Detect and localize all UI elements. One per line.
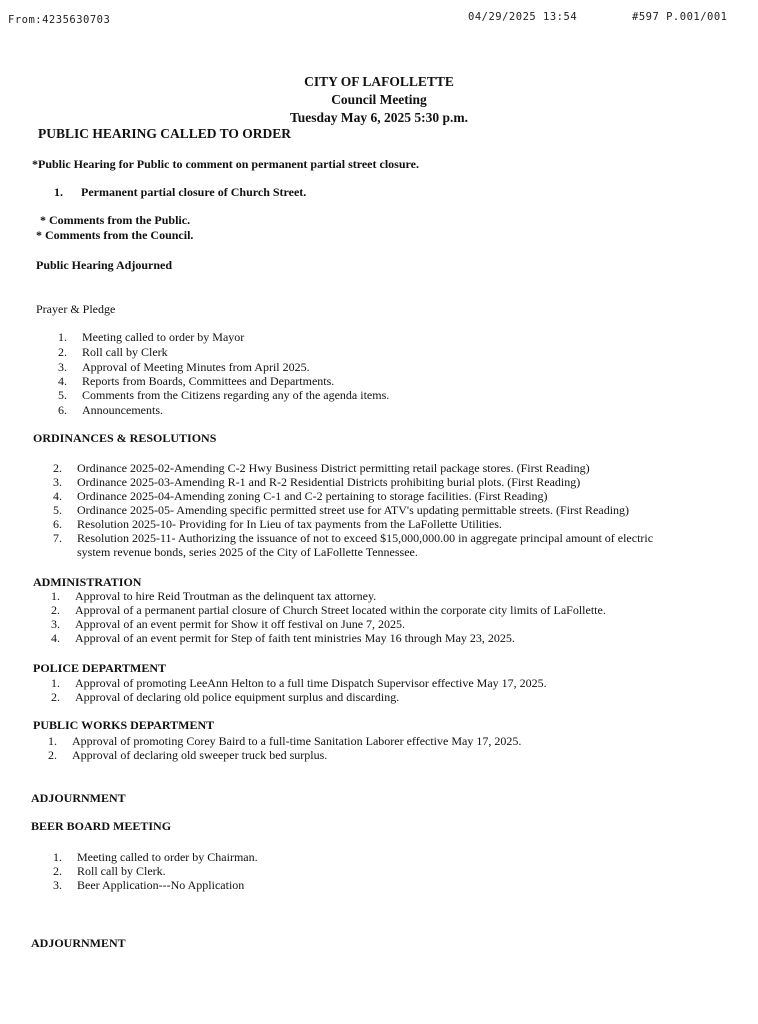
- beer-board-heading: BEER BOARD MEETING: [31, 819, 172, 833]
- list-item: Approval of declaring old sweeper truck bed surplus.: [72, 748, 328, 762]
- list-item-number: 4.: [58, 374, 67, 388]
- list-item: Approval of Meeting Minutes from April 2025.: [82, 360, 310, 374]
- list-item: Beer Application---No Application: [77, 878, 245, 892]
- fax-datetime: 04/29/2025 13:54: [468, 11, 578, 23]
- adjournment-heading: ADJOURNMENT: [31, 791, 126, 805]
- list-item-number: 3.: [53, 475, 62, 489]
- list-item-number: 6.: [53, 517, 62, 531]
- list-item: Approval of an event permit for Show it off festival on June 7, 2025.: [75, 617, 406, 631]
- list-item: Roll call by Clerk: [82, 345, 168, 359]
- list-item: Resolution 2025-11- Authorizing the issuance of not to exceed $15,000,000.00 in aggregate principal amount of electric: [77, 531, 654, 545]
- list-item: Approval of a permanent partial closure of Church Street located within the corporate city limits of LaFollette.: [75, 603, 606, 617]
- city-title: CITY OF LAFOLLETTE: [304, 74, 454, 89]
- list-item-number: 4.: [53, 489, 62, 503]
- list-item-number: 2.: [51, 690, 60, 704]
- list-item-number: 2.: [51, 603, 60, 617]
- list-item: Ordinance 2025-05- Amending specific permitted street use for ATV's updating permittable streets. (First Reading): [77, 503, 630, 517]
- list-item-number: 1.: [58, 330, 67, 344]
- list-item: Comments from the Citizens regarding any of the agenda items.: [82, 388, 390, 402]
- public-works-heading: PUBLIC WORKS DEPARTMENT: [33, 718, 215, 732]
- list-item-number: 1.: [51, 589, 60, 603]
- list-item: Ordinance 2025-02-Amending C-2 Hwy Business District permitting retail package stores. (First Reading): [77, 461, 590, 475]
- comments-public: * Comments from the Public.: [40, 213, 191, 227]
- list-item-number: 3.: [53, 878, 62, 892]
- list-item: Approval of promoting LeeAnn Helton to a full time Dispatch Supervisor effective May 17, 2025.: [75, 676, 547, 690]
- adjournment-heading-2: ADJOURNMENT: [31, 936, 126, 950]
- administration-heading: ADMINISTRATION: [33, 575, 142, 589]
- police-heading: POLICE DEPARTMENT: [33, 661, 167, 675]
- list-item-number: 2.: [53, 461, 62, 475]
- list-item: Announcements.: [82, 403, 163, 417]
- list-item: Approval of promoting Corey Baird to a full-time Sanitation Laborer effective May 17, 2025.: [72, 734, 522, 748]
- list-item: Reports from Boards, Committees and Departments.: [82, 374, 335, 388]
- list-item-number: 5.: [53, 503, 62, 517]
- meeting-date: Tuesday May 6, 2025 5:30 p.m.: [289, 110, 469, 125]
- prayer-pledge: Prayer & Pledge: [36, 302, 116, 316]
- list-item: Resolution 2025-10- Providing for In Lieu of tax payments from the LaFollette Utilities.: [77, 517, 502, 531]
- list-item-number: 2.: [48, 748, 57, 762]
- list-item-number: 2.: [58, 345, 67, 359]
- list-item: Approval of an event permit for Step of faith tent ministries May 16 through May 23, 2025.: [75, 631, 515, 645]
- comments-council: * Comments from the Council.: [36, 228, 194, 242]
- list-item-number: 3.: [51, 617, 60, 631]
- list-item-number: 1.: [48, 734, 57, 748]
- list-item-number: 3.: [58, 360, 67, 374]
- public-hearing-adjourned: Public Hearing Adjourned: [36, 258, 173, 272]
- list-item-number: 1.: [53, 850, 62, 864]
- hearing-item-number: 1.: [54, 185, 63, 199]
- list-item-number: 4.: [51, 631, 60, 645]
- list-item-number: 1.: [51, 676, 60, 690]
- meeting-title: Council Meeting: [331, 92, 427, 107]
- list-item: Ordinance 2025-03-Amending R-1 and R-2 Residential Districts prohibiting burial plots. (First Reading): [77, 475, 581, 489]
- list-item: Approval of declaring old police equipment surplus and discarding.: [75, 690, 400, 704]
- public-hearing-purpose: *Public Hearing for Public to comment on permanent partial street closure.: [32, 157, 419, 171]
- list-item: Roll call by Clerk.: [77, 864, 166, 878]
- fax-page: #597 P.001/001: [632, 11, 728, 23]
- list-item-number: 5.: [58, 388, 67, 402]
- list-item-number: 7.: [53, 531, 62, 545]
- list-item: Ordinance 2025-04-Amending zoning C-1 and C-2 pertaining to storage facilities. (First Reading): [77, 489, 548, 503]
- list-item: Approval to hire Reid Troutman as the delinquent tax attorney.: [75, 589, 377, 603]
- public-hearing-heading: PUBLIC HEARING CALLED TO ORDER: [38, 126, 292, 141]
- hearing-item-text: Permanent partial closure of Church Street.: [81, 185, 307, 199]
- list-item: Meeting called to order by Chairman.: [77, 850, 258, 864]
- fax-from: From:4235630703: [8, 14, 111, 26]
- list-item-number: 2.: [53, 864, 62, 878]
- list-item-continuation: system revenue bonds, series 2025 of the City of LaFollette Tennessee.: [77, 545, 418, 559]
- list-item-number: 6.: [58, 403, 67, 417]
- ordinances-heading: ORDINANCES & RESOLUTIONS: [33, 431, 217, 445]
- list-item: Meeting called to order by Mayor: [82, 330, 245, 344]
